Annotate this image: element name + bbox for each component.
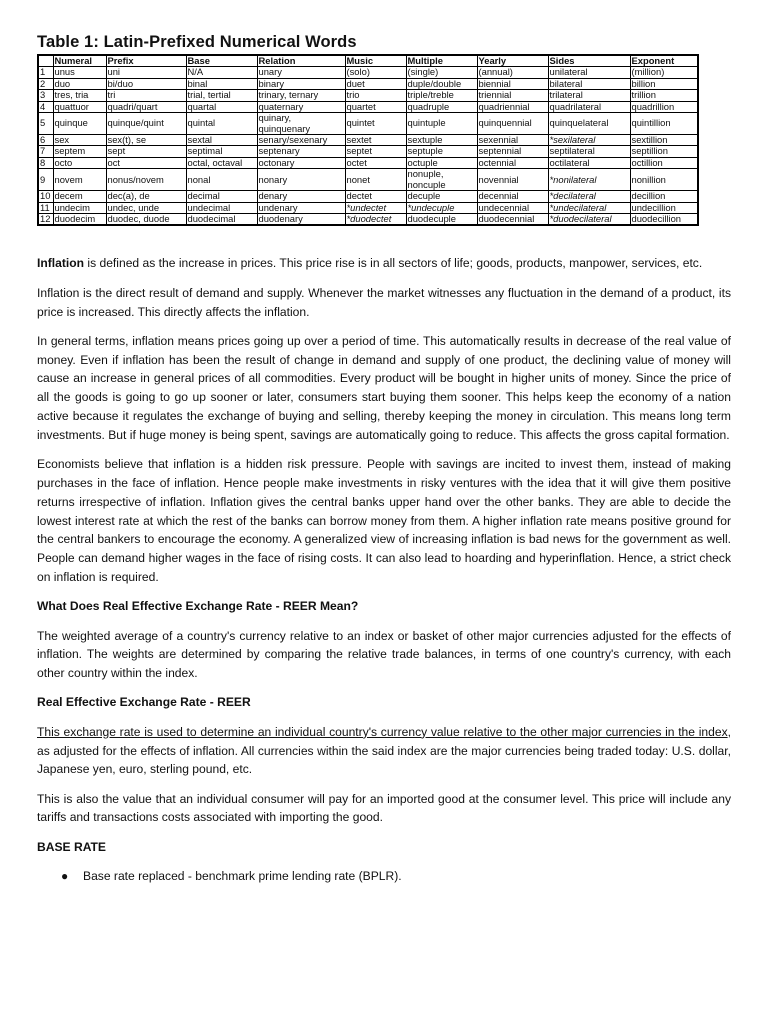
bullet-icon: ● [61,868,69,883]
table-row [38,135,698,146]
table-row [38,67,698,78]
column-header: Sides [548,55,630,67]
table-cell: sexennial [477,135,548,146]
column-header [38,55,53,67]
table-cell: biennial [477,78,548,89]
exchange-rate-text: , as adjusted for the effects of inflation. All currencies within the said index are the major currencies being traded today: U.S. dollar, Japanese yen, euro, sterling pound, etc. [37,724,731,777]
table-cell: duodecennial [477,214,548,226]
table-cell: triple/treble [406,90,477,101]
table-header-row [38,55,698,67]
inflation-term: Inflation [37,256,85,271]
table-cell: undecim [53,202,106,213]
table-cell: septilateral [548,146,630,157]
table-cell: decem [53,191,106,202]
table-cell: (million) [630,67,698,78]
table-cell: *decilateral [548,191,630,202]
table-cell: nonary [257,169,345,191]
paragraph-weighted-average: The weighted average of a country's currency relative to an index or basket of other major currencies adjusted for the effects of inflation. The weights are determined by comparing the relative trade balances, in terms of one country's currency, with each other country within the index. [37,628,731,681]
table-row [38,157,698,168]
table-cell: *nonilateral [548,169,630,191]
table-cell: duple/double [406,78,477,89]
paragraph-economists: Economists believe that inflation is a hidden risk pressure. People with savings are incited to invest them, instead of making purchases in the face of inflation. Hence people make investments in risky ventures with the idea that it will give them positive returns irrespective of inflation. Inflation gives the central banks upper hand over the other banks. They are able to decide the lowest interest rate at which the rest of the banks can borrow money from them. A higher inflation rate means positive ground for the central bankers to encourage the economy. A generalized view of increasing inflation is bad news for the government as well. People can demand higher wages in the face of rising costs. It can also lead to hoarding and hyperinflation. Hence, a strict check on inflation is required. [37,457,731,584]
table-cell: novem [53,169,106,191]
table-cell: duodecuple [406,214,477,226]
table-cell: quadri/quart [106,101,186,112]
table-cell: quintet [345,113,406,135]
column-header: Base [186,55,257,67]
table-cell: septem [53,146,106,157]
table-cell: duodecim [53,214,106,226]
table-row [38,202,698,213]
table-cell: dec(a), de [106,191,186,202]
table-cell: nonus/novem [106,169,186,191]
table-cell: quattuor [53,101,106,112]
table-cell: septimal [186,146,257,157]
table-cell: N/A [186,67,257,78]
table-cell: octuple [406,157,477,168]
table-cell: quinary, quinquenary [257,113,345,135]
paragraph-consumer-value: This is also the value that an individual consumer will pay for an imported good at the consumer level. This price will include any tariffs and transactions costs associated with importing the good. [37,791,731,825]
table-cell: nonuple, noncuple [406,169,477,191]
table-cell: duo [53,78,106,89]
column-header: Yearly [477,55,548,67]
table-cell: quintuple [406,113,477,135]
table-cell: sextet [345,135,406,146]
table-cell: octillion [630,157,698,168]
table-cell: decennial [477,191,548,202]
table-cell: senary/sexenary [257,135,345,146]
document-page [37,33,731,886]
table-cell: quadrilateral [548,101,630,112]
table-cell: 7 [38,146,53,157]
table-cell: quintal [186,113,257,135]
table-cell: dectet [345,191,406,202]
table-row [38,90,698,101]
table-cell: septet [345,146,406,157]
table-row [38,113,698,135]
heading-reer: Real Effective Exchange Rate - REER [37,695,251,710]
table-cell: decimal [186,191,257,202]
table-cell: quadrillion [630,101,698,112]
table-cell: 11 [38,202,53,213]
table-cell: octonary [257,157,345,168]
column-header: Multiple [406,55,477,67]
table-cell: bi/duo [106,78,186,89]
inflation-definition-text: is defined as the increase in prices. This price rise is in all sectors of life; goods, products, manpower, services, etc. [84,256,703,271]
table-row [38,169,698,191]
table-cell: 2 [38,78,53,89]
table-cell: sept [106,146,186,157]
table-title: Table 1: Latin-Prefixed Numerical Words [37,33,357,51]
table-cell: quaternary [257,101,345,112]
table-cell: quartal [186,101,257,112]
table-cell: *undectet [345,202,406,213]
paragraph-demand-supply: Inflation is the direct result of demand and supply. Whenever the market witnesses any fluctuation in the demand of a product, its price is increased. This directly affects the inflation. [37,285,731,319]
table-cell: quinque/quint [106,113,186,135]
table-cell: unilateral [548,67,630,78]
heading-reer-meaning: What Does Real Effective Exchange Rate - REER Mean? [37,599,359,614]
table-cell: bilateral [548,78,630,89]
column-header: Exponent [630,55,698,67]
table-cell: sextal [186,135,257,146]
table-cell: quartet [345,101,406,112]
table-cell: tres, tria [53,90,106,101]
table-cell: denary [257,191,345,202]
column-header: Prefix [106,55,186,67]
table-cell: binal [186,78,257,89]
table-cell: octilateral [548,157,630,168]
table-cell: undecennial [477,202,548,213]
table-cell: 3 [38,90,53,101]
table-cell: octennial [477,157,548,168]
table-cell: triennial [477,90,548,101]
base-rate-list [37,867,731,886]
table-cell: quadruple [406,101,477,112]
table-cell: novennial [477,169,548,191]
table-cell: quadriennial [477,101,548,112]
table-cell: nonal [186,169,257,191]
list-item [61,867,731,886]
table-cell: septillion [630,146,698,157]
table-cell: duodec, duode [106,214,186,226]
table-row [38,78,698,89]
table-cell: trillion [630,90,698,101]
underlined-definition: This exchange rate is used to determine an individual country's currency value relative to the other major currencies in the index [37,724,728,739]
table-cell: sex(t), se [106,135,186,146]
table-cell: quinquennial [477,113,548,135]
column-header: Music [345,55,406,67]
table-cell: tri [106,90,186,101]
paragraph-exchange-rate [37,723,731,779]
table-cell: quintillion [630,113,698,135]
table-cell: *sexilateral [548,135,630,146]
table-cell: 1 [38,67,53,78]
table-cell: 5 [38,113,53,135]
latin-prefix-table [37,54,699,226]
table-row [38,101,698,112]
table-cell: trio [345,90,406,101]
table-cell: *duodectet [345,214,406,226]
table-cell: 9 [38,169,53,191]
table-cell: *undecilateral [548,202,630,213]
table-cell: duodecillion [630,214,698,226]
table-cell: septennial [477,146,548,157]
table-row [38,214,698,226]
table-cell: octet [345,157,406,168]
table-cell: septuple [406,146,477,157]
table-cell: decuple [406,191,477,202]
table-cell: oct [106,157,186,168]
paragraph-inflation-definition [37,254,731,273]
column-header: Numeral [53,55,106,67]
table-cell: billion [630,78,698,89]
column-header: Relation [257,55,345,67]
table-cell: 6 [38,135,53,146]
table-cell: (single) [406,67,477,78]
table-cell: decillion [630,191,698,202]
list-item-text: Base rate replaced - benchmark prime lending rate (BPLR). [83,868,402,883]
table-cell: 8 [38,157,53,168]
table-cell: undecimal [186,202,257,213]
table-cell: duodenary [257,214,345,226]
table-cell: binary [257,78,345,89]
table-cell: trilateral [548,90,630,101]
table-cell: (annual) [477,67,548,78]
table-cell: quinque [53,113,106,135]
table-cell: unus [53,67,106,78]
table-cell: uni [106,67,186,78]
table-cell: undec, unde [106,202,186,213]
table-cell: (solo) [345,67,406,78]
table-cell: 10 [38,191,53,202]
table-row [38,146,698,157]
table-cell: octo [53,157,106,168]
table-cell: septenary [257,146,345,157]
table-cell: nonet [345,169,406,191]
paragraph-general-terms: In general terms, inflation means prices going up over a period of time. This automatically results in decrease of the real value of money. Even if inflation has been the result of change in demand and supply of one product, the declining value of money will cause an increase in general prices of all commodities. Every product will be bought in higher units of money. Since the price of all the goods is going to go up sooner or later, consumers start buying them sooner. This helps keep the economy of a nation active because it regulates the exchange of buying and selling, thereby keeping the money in circulation. This means long term investments. But if huge money is being spent, savings are automatically going to reduce. This affects the gross capital formation. [37,333,731,442]
heading-base-rate: BASE RATE [37,839,106,854]
table-cell: *duodecilateral [548,214,630,226]
table-cell: sex [53,135,106,146]
table-cell: 4 [38,101,53,112]
table-cell: duodecimal [186,214,257,226]
table-cell: octal, octaval [186,157,257,168]
table-cell: 12 [38,214,53,226]
table-cell: undenary [257,202,345,213]
table-cell: duet [345,78,406,89]
table-cell: unary [257,67,345,78]
table-cell: trinary, ternary [257,90,345,101]
table-cell: quinquelateral [548,113,630,135]
table-cell: sextuple [406,135,477,146]
table-cell: *undecuple [406,202,477,213]
table-cell: trial, tertial [186,90,257,101]
table-row [38,191,698,202]
table-cell: sextillion [630,135,698,146]
table-cell: nonillion [630,169,698,191]
table-cell: undecillion [630,202,698,213]
article-body [37,254,731,885]
